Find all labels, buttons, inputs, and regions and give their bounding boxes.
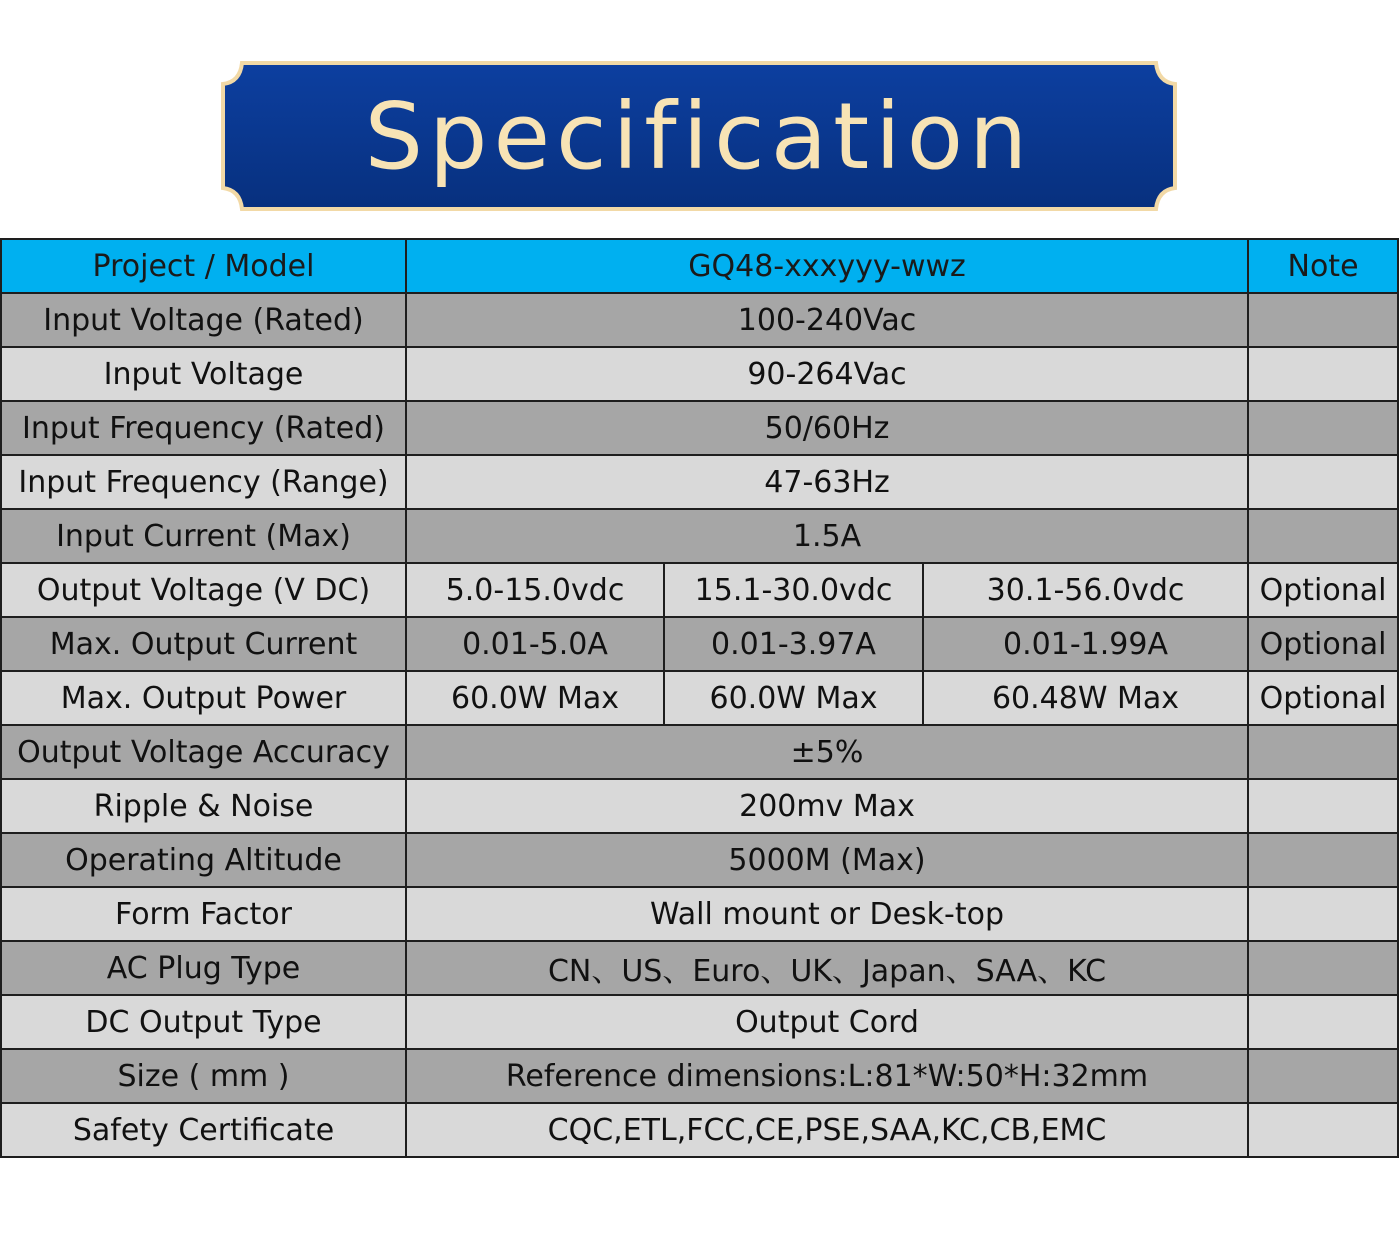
table-row xyxy=(1,1049,1398,1103)
row-label: Max. Output Power xyxy=(1,671,406,725)
row-value-3: 0.01-1.99A xyxy=(923,617,1248,671)
row-note xyxy=(1248,887,1398,941)
row-note xyxy=(1248,455,1398,509)
table-row xyxy=(1,455,1398,509)
row-label: Output Voltage (V DC) xyxy=(1,563,406,617)
row-label: Input Frequency (Rated) xyxy=(1,401,406,455)
row-value: 200mv Max xyxy=(406,779,1248,833)
row-value: Wall mount or Desk-top xyxy=(406,887,1248,941)
row-label: AC Plug Type xyxy=(1,941,406,995)
table-row xyxy=(1,671,1398,725)
table-header-row xyxy=(1,239,1398,293)
row-value: 100-240Vac xyxy=(406,293,1248,347)
row-value: CQC,ETL,FCC,CE,PSE,SAA,KC,CB,EMC xyxy=(406,1103,1248,1157)
row-value: 1.5A xyxy=(406,509,1248,563)
row-note xyxy=(1248,509,1398,563)
row-value-1: 60.0W Max xyxy=(406,671,664,725)
table-row xyxy=(1,887,1398,941)
banner-title: Specification xyxy=(364,82,1034,190)
row-label: Safety Certificate xyxy=(1,1103,406,1157)
row-note xyxy=(1248,779,1398,833)
row-value-3: 60.48W Max xyxy=(923,671,1248,725)
table-row xyxy=(1,833,1398,887)
row-label: Input Frequency (Range) xyxy=(1,455,406,509)
row-value: 50/60Hz xyxy=(406,401,1248,455)
row-note xyxy=(1248,1103,1398,1157)
row-note: Optional xyxy=(1248,617,1398,671)
row-note xyxy=(1248,833,1398,887)
row-note xyxy=(1248,347,1398,401)
row-value-2: 0.01-3.97A xyxy=(664,617,923,671)
row-note xyxy=(1248,401,1398,455)
row-label: Output Voltage Accuracy xyxy=(1,725,406,779)
row-label: Ripple & Noise xyxy=(1,779,406,833)
row-note xyxy=(1248,725,1398,779)
header-model-cell: GQ48-xxxyyy-wwz xyxy=(406,239,1248,293)
row-value-3: 30.1-56.0vdc xyxy=(923,563,1248,617)
row-value: 90-264Vac xyxy=(406,347,1248,401)
row-value: ±5% xyxy=(406,725,1248,779)
table-row xyxy=(1,779,1398,833)
table-row xyxy=(1,725,1398,779)
row-value-2: 15.1-30.0vdc xyxy=(664,563,923,617)
row-note xyxy=(1248,941,1398,995)
title-banner xyxy=(220,60,1178,212)
row-note: Optional xyxy=(1248,671,1398,725)
row-value-1: 5.0-15.0vdc xyxy=(406,563,664,617)
table-row xyxy=(1,293,1398,347)
row-label: Input Voltage xyxy=(1,347,406,401)
row-value: Output Cord xyxy=(406,995,1248,1049)
row-label: Form Factor xyxy=(1,887,406,941)
header-note-cell: Note xyxy=(1248,239,1398,293)
table-row xyxy=(1,617,1398,671)
row-label: Size ( mm ) xyxy=(1,1049,406,1103)
row-label: Operating Altitude xyxy=(1,833,406,887)
row-value-2: 60.0W Max xyxy=(664,671,923,725)
row-note xyxy=(1248,293,1398,347)
row-value: 5000M (Max) xyxy=(406,833,1248,887)
row-value: 47-63Hz xyxy=(406,455,1248,509)
table-row xyxy=(1,347,1398,401)
row-note: Optional xyxy=(1248,563,1398,617)
row-label: Max. Output Current xyxy=(1,617,406,671)
specification-table xyxy=(0,238,1399,1158)
table-row xyxy=(1,401,1398,455)
table-row xyxy=(1,509,1398,563)
row-label: Input Voltage (Rated) xyxy=(1,293,406,347)
row-note xyxy=(1248,1049,1398,1103)
row-value: CN、US、Euro、UK、Japan、SAA、KC xyxy=(406,941,1248,995)
row-label: DC Output Type xyxy=(1,995,406,1049)
header-label-cell: Project / Model xyxy=(1,239,406,293)
table-row xyxy=(1,563,1398,617)
table-row xyxy=(1,941,1398,995)
table-row xyxy=(1,995,1398,1049)
row-value: Reference dimensions:L:81*W:50*H:32mm xyxy=(406,1049,1248,1103)
row-value-1: 0.01-5.0A xyxy=(406,617,664,671)
row-note xyxy=(1248,995,1398,1049)
table-row xyxy=(1,1103,1398,1157)
row-label: Input Current (Max) xyxy=(1,509,406,563)
